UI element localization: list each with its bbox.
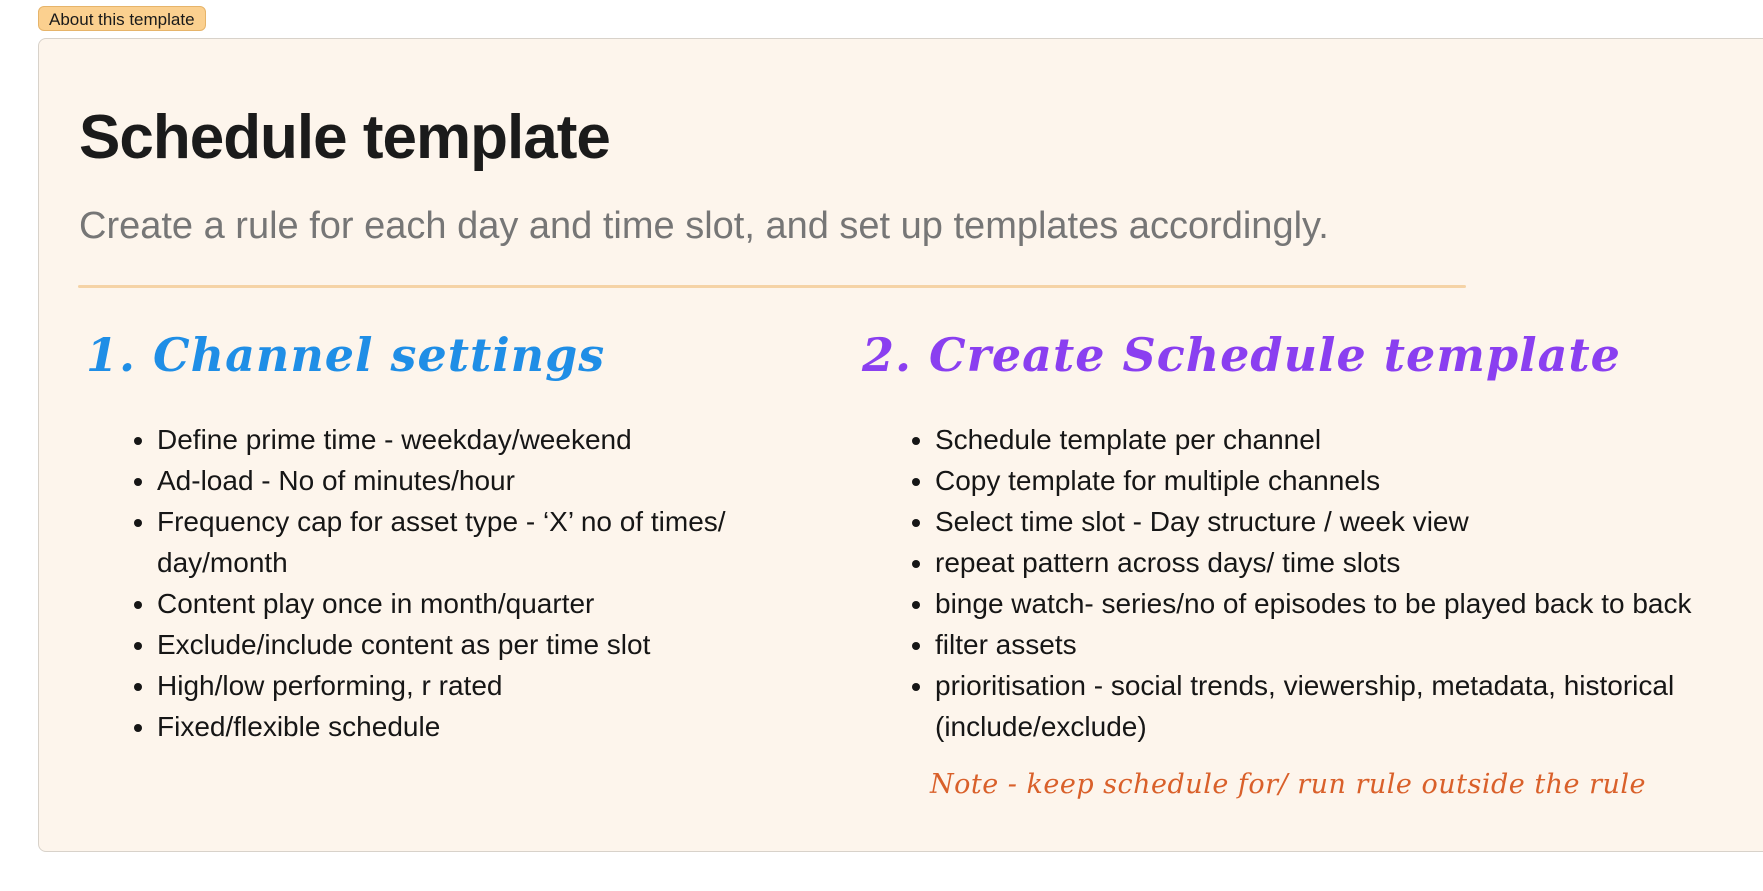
handwritten-note: Note - keep schedule for/ run rule outside the rule (930, 769, 1647, 800)
list-item: • High/low performing, r rated (157, 665, 797, 706)
channel-settings-list (117, 419, 797, 747)
list-item: • Ad-load - No of minutes/hour (157, 460, 797, 501)
list-item: • Exclude/include content as per time slot (157, 624, 797, 665)
list-item: • Select time slot - Day structure / week view (935, 501, 1763, 542)
list-item: • prioritisation - social trends, viewership, metadata, historical (include/exclude) (935, 665, 1763, 747)
section-heading-create-schedule-template: 2. Create Schedule template (862, 328, 1621, 382)
list-item: • Frequency cap for asset type - ‘X’ no of times/ day/month (157, 501, 797, 583)
list-item: • Copy template for multiple channels (935, 460, 1763, 501)
list-item: • Schedule template per channel (935, 419, 1763, 460)
page-subtitle: Create a rule for each day and time slot, and set up templates accordingly. (79, 205, 1329, 247)
page-title: Schedule template (79, 103, 610, 172)
list-item: • Define prime time - weekday/weekend (157, 419, 797, 460)
about-template-tag[interactable]: About this template (38, 6, 206, 31)
schedule-template-list (895, 419, 1763, 747)
header-divider (78, 285, 1466, 288)
section-heading-channel-settings: 1. Channel settings (86, 328, 606, 382)
list-item: • binge watch- series/no of episodes to be played back to back (935, 583, 1763, 624)
list-item: • Fixed/flexible schedule (157, 706, 797, 747)
list-item: • filter assets (935, 624, 1763, 665)
list-item: • repeat pattern across days/ time slots (935, 542, 1763, 583)
list-item: • Content play once in month/quarter (157, 583, 797, 624)
